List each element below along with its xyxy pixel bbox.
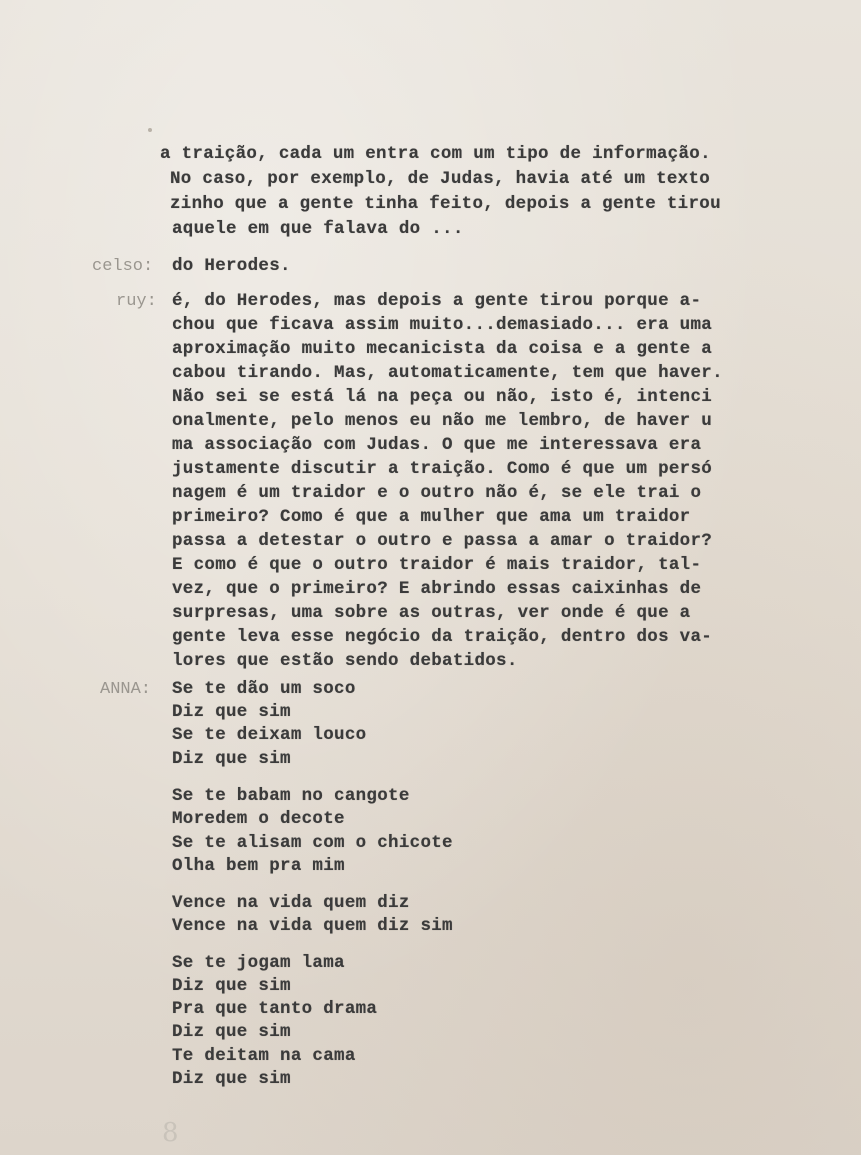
text-line: E como é que o outro traidor é mais traidor, tal- [172,555,702,575]
lyric-line: Se te jogam lama [172,953,345,973]
text-line: chou que ficava assim muito...demasiado... era uma [172,315,713,335]
lyric-line: Diz que sim [172,976,291,996]
lyric-line: Pra que tanto drama [172,999,378,1019]
ink-speck [148,128,152,132]
text-line: gente leva esse negócio da traição, dentro dos va- [172,627,713,647]
lyric-line: Diz que sim [172,1022,291,1042]
lyric-line: Se te deixam louco [172,725,367,745]
text-line: justamente discutir a traição. Como é que um persó [172,459,713,479]
text-line: cabou tirando. Mas, automaticamente, tem que haver. [172,363,723,383]
text-line: onalmente, pelo menos eu não me lembro, de haver u [172,411,713,431]
lyric-line: Vence na vida quem diz sim [172,916,453,936]
lyric-line: Olha bem pra mim [172,856,345,876]
lyric-line: Se te alisam com o chicote [172,833,453,853]
text-line: aproximação muito mecanicista da coisa e a gente a [172,339,713,359]
text-line: é, do Herodes, mas depois a gente tirou porque a- [172,291,702,311]
text-line: aquele em que falava do ... [172,219,464,239]
text-line: lores que estão sendo debatidos. [172,651,518,671]
speaker-label: celso: [92,257,154,276]
text-line: Não sei se está lá na peça ou não, isto é, intenci [172,387,713,407]
lyric-line: Vence na vida quem diz [172,893,410,913]
speaker-label: ruy: [116,292,157,311]
lyric-line: Se te dão um soco [172,679,356,699]
speaker-label: ANNA: [100,680,152,699]
text-line: No caso, por exemplo, de Judas, havia até um texto [170,169,711,189]
text-line: passa a detestar o outro e passa a amar o traidor? [172,531,713,551]
text-line: primeiro? Como é que a mulher que ama um traidor [172,507,691,527]
text-line: surpresas, uma sobre as outras, ver onde é que a [172,603,691,623]
lyric-line: Se te babam no cangote [172,786,410,806]
lyric-line: Diz que sim [172,702,291,722]
text-line: do Herodes. [172,256,291,276]
text-line: ma associação com Judas. O que me interessava era [172,435,702,455]
text-line: a traição, cada um entra com um tipo de informação. [160,144,711,164]
text-line: zinho que a gente tinha feito, depois a gente tirou [170,194,721,214]
text-line: nagem é um traidor e o outro não é, se ele trai o [172,483,702,503]
lyric-line: Diz que sim [172,749,291,769]
page-number: 8 [162,1118,179,1148]
lyric-line: Diz que sim [172,1069,291,1089]
lyric-line: Moredem o decote [172,809,345,829]
text-line: vez, que o primeiro? E abrindo essas caixinhas de [172,579,702,599]
lyric-line: Te deitam na cama [172,1046,356,1066]
